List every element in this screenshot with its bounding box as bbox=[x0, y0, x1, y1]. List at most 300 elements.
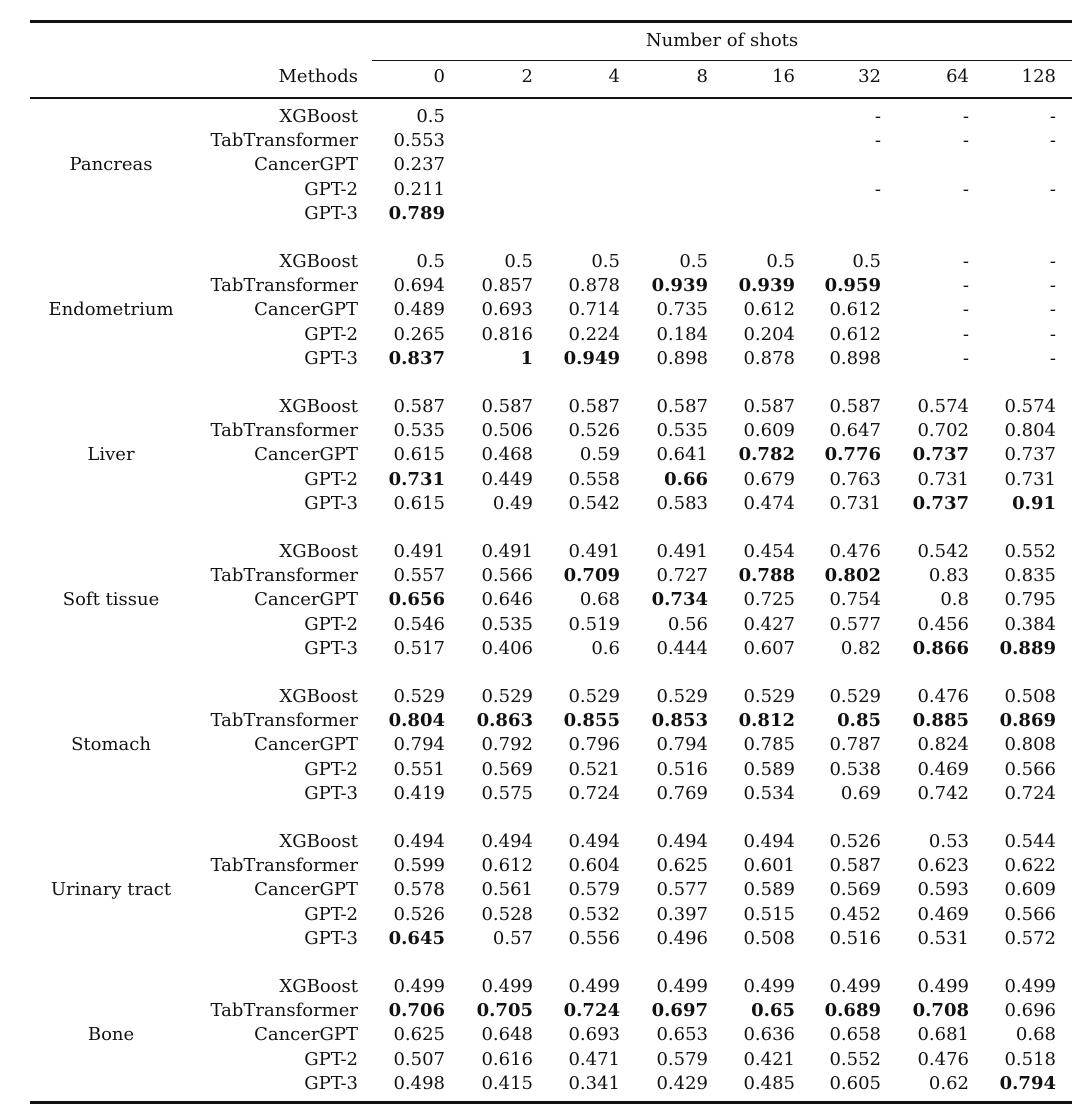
table-cell: 0.516 bbox=[656, 758, 708, 780]
table-cell: 0.5 bbox=[591, 251, 620, 272]
table-cell: 0.795 bbox=[1004, 589, 1056, 611]
method-label: TabTransformer bbox=[210, 565, 358, 587]
shots-col-header: 2 bbox=[521, 66, 533, 87]
table-cell: 0.491 bbox=[568, 541, 620, 562]
table-cell: 0.507 bbox=[393, 1048, 445, 1070]
table-cell: 0.787 bbox=[829, 734, 881, 756]
table-cell: 0.558 bbox=[568, 468, 620, 490]
table-cell: 0.587 bbox=[829, 855, 881, 877]
table-cell: 0.57 bbox=[492, 927, 533, 949]
table-cell: 0.494 bbox=[568, 831, 620, 852]
table-cell: 0.724 bbox=[563, 1000, 620, 1022]
table-cell: 0.641 bbox=[656, 444, 708, 466]
table-cell: 0.737 bbox=[1004, 444, 1056, 466]
table-cell: 0.489 bbox=[393, 299, 445, 321]
table-cell: 0.625 bbox=[656, 855, 708, 877]
table-cell: 0.551 bbox=[393, 758, 445, 780]
table-cell: 0.647 bbox=[829, 420, 881, 442]
table-cell: 0.204 bbox=[743, 323, 795, 345]
table-cell: 0.587 bbox=[656, 396, 708, 417]
table-cell: 0.583 bbox=[656, 492, 708, 514]
table-cell: 0.587 bbox=[829, 396, 881, 417]
table-cell: 0.517 bbox=[393, 637, 445, 659]
table-cell: 0.681 bbox=[917, 1024, 969, 1046]
table-cell: 0.702 bbox=[917, 420, 969, 442]
table-cell: 0.898 bbox=[829, 347, 881, 369]
table-cell: 0.499 bbox=[393, 976, 445, 997]
table-cell: 0.535 bbox=[656, 420, 708, 442]
table-cell: 0.623 bbox=[917, 855, 969, 877]
method-label: XGBoost bbox=[279, 251, 358, 272]
shots-col-header: 64 bbox=[946, 66, 969, 87]
table-cell: 0.532 bbox=[568, 903, 620, 925]
method-label: TabTransformer bbox=[210, 1000, 358, 1022]
table-cell: - bbox=[1049, 106, 1056, 127]
method-label: CancerGPT bbox=[254, 589, 358, 611]
table-cell: 0.705 bbox=[476, 1000, 533, 1022]
table-cell: 0.696 bbox=[1004, 1000, 1056, 1022]
table-cell: 0.91 bbox=[1012, 492, 1056, 514]
table-cell: 0.499 bbox=[481, 976, 533, 997]
table-cell: 0.622 bbox=[1004, 855, 1056, 877]
table-cell: 0.737 bbox=[912, 444, 969, 466]
table-cell: 0.589 bbox=[743, 879, 795, 901]
table-cell: 0.824 bbox=[917, 734, 969, 756]
table-cell: 0.529 bbox=[393, 686, 445, 707]
table-cell: 0.491 bbox=[393, 541, 445, 562]
shots-col-header: 4 bbox=[608, 66, 620, 87]
table-cell: 0.476 bbox=[917, 686, 969, 707]
table-cell: 0.456 bbox=[917, 613, 969, 635]
table-cell: 0.604 bbox=[568, 855, 620, 877]
method-label: CancerGPT bbox=[254, 299, 358, 321]
table-cell: 0.612 bbox=[743, 299, 795, 321]
table-cell: 0.607 bbox=[743, 637, 795, 659]
table-cell: 0.776 bbox=[824, 444, 881, 466]
method-label: TabTransformer bbox=[210, 420, 358, 442]
table-cell: 0.599 bbox=[393, 855, 445, 877]
method-label: TabTransformer bbox=[210, 130, 358, 152]
table-cell: 0.515 bbox=[743, 903, 795, 925]
table-cell: 0.535 bbox=[481, 613, 533, 635]
table-cell: 0.415 bbox=[481, 1072, 533, 1094]
table-cell: 0.612 bbox=[829, 299, 881, 321]
table-cell: 0.59 bbox=[579, 444, 620, 466]
table-cell: 0.708 bbox=[912, 1000, 969, 1022]
table-cell: 0.499 bbox=[829, 976, 881, 997]
table-cell: - bbox=[1049, 130, 1056, 152]
table-cell: 0.625 bbox=[393, 1024, 445, 1046]
group-label: Liver bbox=[87, 444, 135, 466]
table-cell: 0.498 bbox=[393, 1072, 445, 1094]
table-cell: 0.693 bbox=[568, 1024, 620, 1046]
table-cell: 0.471 bbox=[568, 1048, 620, 1070]
table-cell: 0.529 bbox=[743, 686, 795, 707]
table-cell: 0.796 bbox=[568, 734, 620, 756]
table-cell: 0.529 bbox=[829, 686, 881, 707]
group-label: Bone bbox=[87, 1024, 135, 1046]
method-label: CancerGPT bbox=[254, 734, 358, 756]
table-cell: 0.593 bbox=[917, 879, 969, 901]
table-cell: 0.529 bbox=[568, 686, 620, 707]
table-cell: 0.469 bbox=[917, 758, 969, 780]
method-label: CancerGPT bbox=[254, 1024, 358, 1046]
method-label: GPT-2 bbox=[304, 903, 358, 925]
method-label: CancerGPT bbox=[254, 879, 358, 901]
table-cell: 0.535 bbox=[393, 420, 445, 442]
table-cell: 0.794 bbox=[999, 1072, 1056, 1094]
table-cell: 0.648 bbox=[481, 1024, 533, 1046]
table-cell: 0.735 bbox=[656, 299, 708, 321]
table-cell: 0.494 bbox=[656, 831, 708, 852]
table-cell: 0.679 bbox=[743, 468, 795, 490]
table-cell: 0.211 bbox=[393, 178, 445, 200]
table-cell: 0.579 bbox=[656, 1048, 708, 1070]
method-label: TabTransformer bbox=[210, 275, 358, 297]
table-cell: 0.496 bbox=[656, 927, 708, 949]
table-cell: 0.804 bbox=[388, 710, 445, 732]
table-cell: 0.529 bbox=[656, 686, 708, 707]
table-cell: 0.53 bbox=[928, 831, 969, 852]
table-cell: - bbox=[962, 275, 969, 297]
table-cell: - bbox=[962, 347, 969, 369]
table-cell: 0.499 bbox=[656, 976, 708, 997]
table-cell: 0.656 bbox=[388, 589, 445, 611]
table-cell: 0.516 bbox=[829, 927, 881, 949]
table-cell: 0.444 bbox=[656, 637, 708, 659]
table-cell: 0.812 bbox=[738, 710, 795, 732]
method-label: GPT-2 bbox=[304, 758, 358, 780]
group-label: Stomach bbox=[71, 734, 151, 756]
table-cell: 0.587 bbox=[743, 396, 795, 417]
table-cell: 0.494 bbox=[743, 831, 795, 852]
table-cell: 0.56 bbox=[667, 613, 708, 635]
table-cell: 0.82 bbox=[840, 637, 881, 659]
table-cell: 0.878 bbox=[568, 275, 620, 297]
table-cell: 0.538 bbox=[829, 758, 881, 780]
table-cell: 0.804 bbox=[1004, 420, 1056, 442]
table-cell: 0.224 bbox=[568, 323, 620, 345]
table-cell: 0.727 bbox=[656, 565, 708, 587]
table-cell: 0.499 bbox=[1004, 976, 1056, 997]
table-cell: 0.587 bbox=[568, 396, 620, 417]
table-cell: 0.731 bbox=[917, 468, 969, 490]
table-cell: 0.542 bbox=[568, 492, 620, 514]
table-cell: 0.587 bbox=[481, 396, 533, 417]
table-cell: 0.419 bbox=[393, 782, 445, 804]
table-cell: 0.857 bbox=[481, 275, 533, 297]
table-cell: 0.454 bbox=[743, 541, 795, 562]
table-cell: 0.469 bbox=[917, 903, 969, 925]
table-cell: 0.615 bbox=[393, 492, 445, 514]
table-cell: 0.508 bbox=[743, 927, 795, 949]
table-cell: 0.616 bbox=[481, 1048, 533, 1070]
table-cell: 0.384 bbox=[1004, 613, 1056, 635]
method-label: GPT-3 bbox=[304, 1072, 358, 1094]
table-cell: 0.494 bbox=[393, 831, 445, 852]
table-cell: 0.574 bbox=[1004, 396, 1056, 417]
table-cell: 0.406 bbox=[481, 637, 533, 659]
table-cell: 0.5 bbox=[679, 251, 708, 272]
table-cell: 0.578 bbox=[393, 879, 445, 901]
table-cell: 0.802 bbox=[824, 565, 881, 587]
table-cell: 0.499 bbox=[917, 976, 969, 997]
table-cell: - bbox=[1049, 347, 1056, 369]
table-cell: 0.609 bbox=[1004, 879, 1056, 901]
method-label: GPT-2 bbox=[304, 323, 358, 345]
table-cell: 0.734 bbox=[651, 589, 708, 611]
table-cell: 0.939 bbox=[738, 275, 795, 297]
method-label: GPT-2 bbox=[304, 1048, 358, 1070]
table-cell: 0.579 bbox=[568, 879, 620, 901]
table-cell: 0.552 bbox=[829, 1048, 881, 1070]
table-cell: 0.788 bbox=[738, 565, 795, 587]
table-cell: 0.427 bbox=[743, 613, 795, 635]
table-cell: 0.476 bbox=[829, 541, 881, 562]
table-cell: 0.184 bbox=[656, 323, 708, 345]
table-cell: 0.69 bbox=[840, 782, 881, 804]
table-cell: 0.544 bbox=[1004, 831, 1056, 852]
table-cell: - bbox=[962, 323, 969, 345]
table-cell: 0.5 bbox=[416, 106, 445, 127]
table-cell: 0.636 bbox=[743, 1024, 795, 1046]
table-cell: 0.569 bbox=[829, 879, 881, 901]
table-cell: 0.769 bbox=[656, 782, 708, 804]
header-rule bbox=[30, 97, 1072, 99]
table-cell: - bbox=[874, 178, 881, 200]
table-cell: - bbox=[962, 106, 969, 127]
table-cell: 0.878 bbox=[743, 347, 795, 369]
table-cell: 0.782 bbox=[738, 444, 795, 466]
table-cell: 0.526 bbox=[393, 903, 445, 925]
shots-col-header: 128 bbox=[1021, 66, 1056, 87]
table-cell: 0.939 bbox=[651, 275, 708, 297]
table-cell: 0.237 bbox=[393, 154, 445, 176]
table-cell: 0.577 bbox=[656, 879, 708, 901]
table-cell: 0.589 bbox=[743, 758, 795, 780]
table-cell: 0.68 bbox=[579, 589, 620, 611]
table-cell: 0.577 bbox=[829, 613, 881, 635]
bottom-rule bbox=[30, 1101, 1072, 1104]
table-cell: 0.724 bbox=[568, 782, 620, 804]
top-rule bbox=[30, 20, 1072, 23]
table-cell: 0.526 bbox=[829, 831, 881, 852]
table-cell: 0.521 bbox=[568, 758, 620, 780]
table-cell: 0.742 bbox=[917, 782, 969, 804]
method-label: GPT-2 bbox=[304, 468, 358, 490]
table-cell: 0.552 bbox=[1004, 541, 1056, 562]
table-cell: 0.587 bbox=[393, 396, 445, 417]
group-label: Pancreas bbox=[69, 154, 153, 176]
table-cell: 0.885 bbox=[912, 710, 969, 732]
table-cell: 0.724 bbox=[1004, 782, 1056, 804]
table-cell: 0.452 bbox=[829, 903, 881, 925]
method-label: GPT-3 bbox=[304, 202, 358, 224]
table-cell: 0.689 bbox=[824, 1000, 881, 1022]
table-cell: 0.566 bbox=[481, 565, 533, 587]
table-cell: - bbox=[962, 178, 969, 200]
method-label: TabTransformer bbox=[210, 855, 358, 877]
table-cell: 0.706 bbox=[388, 1000, 445, 1022]
table-cell: 0.83 bbox=[928, 565, 969, 587]
table-cell: 0.731 bbox=[388, 468, 445, 490]
table-cell: 0.5 bbox=[416, 251, 445, 272]
method-label: XGBoost bbox=[279, 831, 358, 852]
method-label: XGBoost bbox=[279, 976, 358, 997]
table-cell: 0.491 bbox=[481, 541, 533, 562]
table-cell: - bbox=[962, 299, 969, 321]
table-cell: 0.508 bbox=[1004, 686, 1056, 707]
table-cell: 0.429 bbox=[656, 1072, 708, 1094]
table-cell: - bbox=[1049, 275, 1056, 297]
table-cell: 0.494 bbox=[481, 831, 533, 852]
table-cell: 0.557 bbox=[393, 565, 445, 587]
methods-header: Methods bbox=[278, 66, 358, 87]
table-cell: 0.785 bbox=[743, 734, 795, 756]
table-cell: 0.421 bbox=[743, 1048, 795, 1070]
table-cell: 0.574 bbox=[917, 396, 969, 417]
table-cell: 0.8 bbox=[940, 589, 969, 611]
table-cell: 0.808 bbox=[1004, 734, 1056, 756]
table-cell: 0.265 bbox=[393, 323, 445, 345]
method-label: GPT-3 bbox=[304, 637, 358, 659]
table-cell: 0.5 bbox=[852, 251, 881, 272]
shots-col-header: 32 bbox=[858, 66, 881, 87]
table-cell: 0.569 bbox=[481, 758, 533, 780]
table-cell: 0.949 bbox=[563, 347, 620, 369]
table-cell: 0.534 bbox=[743, 782, 795, 804]
table-cell: 0.889 bbox=[999, 637, 1056, 659]
table-cell: 0.499 bbox=[743, 976, 795, 997]
method-label: XGBoost bbox=[279, 106, 358, 127]
table-cell: 0.556 bbox=[568, 927, 620, 949]
table-cell: 0.763 bbox=[829, 468, 881, 490]
table-cell: 0.561 bbox=[481, 879, 533, 901]
table-cell: 0.869 bbox=[999, 710, 1056, 732]
table-cell: 0.855 bbox=[563, 710, 620, 732]
table-cell: 0.506 bbox=[481, 420, 533, 442]
table-cell: 0.816 bbox=[481, 323, 533, 345]
group-label: Urinary tract bbox=[50, 879, 172, 901]
table-cell: - bbox=[1049, 178, 1056, 200]
table-cell: - bbox=[1049, 299, 1056, 321]
table-cell: 0.615 bbox=[393, 444, 445, 466]
table-cell: - bbox=[1049, 323, 1056, 345]
table-cell: 0.531 bbox=[917, 927, 969, 949]
table-cell: 0.49 bbox=[492, 492, 533, 514]
table-cell: 0.68 bbox=[1015, 1024, 1056, 1046]
table-cell: 0.528 bbox=[481, 903, 533, 925]
table-cell: 0.546 bbox=[393, 613, 445, 635]
table-cell: 0.474 bbox=[743, 492, 795, 514]
table-cell: 0.526 bbox=[568, 420, 620, 442]
shots-col-header: 16 bbox=[772, 66, 795, 87]
table-cell: 0.5 bbox=[766, 251, 795, 272]
table-cell: 0.449 bbox=[481, 468, 533, 490]
table-cell: 0.853 bbox=[651, 710, 708, 732]
table-cell: 0.499 bbox=[568, 976, 620, 997]
table-cell: 0.575 bbox=[481, 782, 533, 804]
table-cell: 0.714 bbox=[568, 299, 620, 321]
table-cell: 0.789 bbox=[388, 202, 445, 224]
method-label: GPT-2 bbox=[304, 178, 358, 200]
table-cell: 0.476 bbox=[917, 1048, 969, 1070]
table-cell: 0.341 bbox=[568, 1072, 620, 1094]
method-label: GPT-3 bbox=[304, 927, 358, 949]
table-cell: 0.693 bbox=[481, 299, 533, 321]
group-label: Endometrium bbox=[48, 299, 174, 321]
method-label: XGBoost bbox=[279, 686, 358, 707]
table-cell: 0.553 bbox=[393, 130, 445, 152]
table-cell: 0.646 bbox=[481, 589, 533, 611]
table-cell: 0.612 bbox=[829, 323, 881, 345]
table-cell: 0.794 bbox=[393, 734, 445, 756]
table-cell: 0.62 bbox=[928, 1072, 969, 1094]
table-cell: 0.835 bbox=[1004, 565, 1056, 587]
shots-underline bbox=[372, 60, 1072, 61]
table-cell: 0.794 bbox=[656, 734, 708, 756]
table-cell: 0.694 bbox=[393, 275, 445, 297]
table-cell: 0.529 bbox=[481, 686, 533, 707]
shots-col-header: 0 bbox=[433, 66, 445, 87]
table-cell: 0.959 bbox=[824, 275, 881, 297]
table-cell: - bbox=[874, 106, 881, 127]
table-cell: 0.612 bbox=[481, 855, 533, 877]
table-cell: 0.653 bbox=[656, 1024, 708, 1046]
shots-group-header: Number of shots bbox=[645, 30, 799, 51]
table-cell: 0.754 bbox=[829, 589, 881, 611]
table-cell: 0.609 bbox=[743, 420, 795, 442]
table-cell: 0.731 bbox=[1004, 468, 1056, 490]
table-cell: 0.542 bbox=[917, 541, 969, 562]
table-cell: 0.837 bbox=[388, 347, 445, 369]
table-cell: 0.566 bbox=[1004, 903, 1056, 925]
method-label: XGBoost bbox=[279, 396, 358, 417]
table-cell: 0.601 bbox=[743, 855, 795, 877]
table-cell: 0.709 bbox=[563, 565, 620, 587]
shots-col-header: 8 bbox=[696, 66, 708, 87]
table-cell: 0.485 bbox=[743, 1072, 795, 1094]
method-label: GPT-3 bbox=[304, 782, 358, 804]
table-cell: 0.697 bbox=[651, 1000, 708, 1022]
method-label: TabTransformer bbox=[210, 710, 358, 732]
table-cell: - bbox=[874, 130, 881, 152]
table-cell: 0.863 bbox=[476, 710, 533, 732]
table-cell: 0.605 bbox=[829, 1072, 881, 1094]
table-cell: 0.397 bbox=[656, 903, 708, 925]
table-cell: 1 bbox=[520, 347, 533, 369]
table-cell: - bbox=[962, 130, 969, 152]
table-cell: 0.5 bbox=[504, 251, 533, 272]
table-cell: 0.658 bbox=[829, 1024, 881, 1046]
table-cell: 0.85 bbox=[837, 710, 881, 732]
table-cell: 0.731 bbox=[829, 492, 881, 514]
table-cell: 0.519 bbox=[568, 613, 620, 635]
table-cell: - bbox=[1049, 251, 1056, 272]
method-label: GPT-2 bbox=[304, 613, 358, 635]
table-cell: 0.737 bbox=[912, 492, 969, 514]
table-cell: 0.6 bbox=[591, 637, 620, 659]
table-cell: 0.572 bbox=[1004, 927, 1056, 949]
table-cell: 0.468 bbox=[481, 444, 533, 466]
table-cell: 0.566 bbox=[1004, 758, 1056, 780]
table-cell: 0.645 bbox=[388, 927, 445, 949]
method-label: GPT-3 bbox=[304, 347, 358, 369]
table-cell: 0.65 bbox=[751, 1000, 795, 1022]
method-label: CancerGPT bbox=[254, 444, 358, 466]
table-cell: 0.898 bbox=[656, 347, 708, 369]
table-cell: - bbox=[962, 251, 969, 272]
